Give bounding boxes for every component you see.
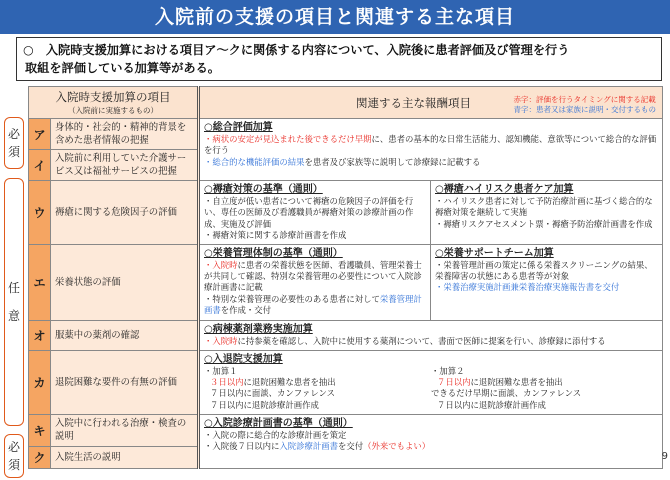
header-item bbox=[29, 87, 199, 119]
text: を患者及び家族等に説明して診療録に記載する bbox=[304, 156, 481, 167]
blue-text: 栄養管理計画書 bbox=[204, 293, 422, 316]
cell-text: ・入院の際に総合的な診療計画を策定 bbox=[204, 429, 347, 440]
row-letter: ア bbox=[29, 119, 51, 150]
page-number: 9 bbox=[661, 451, 668, 462]
text: に患者の栄養状態を医師、看護職員、管理栄養士が共同して確認、特別な栄養管理の必要性について入院診療計画書に記載 bbox=[204, 259, 422, 293]
cell-text: できるだけ早期に面談、カンファレンス bbox=[431, 388, 582, 399]
cell-ward-pharmacy bbox=[199, 320, 663, 350]
header-legend bbox=[514, 95, 657, 115]
red-text: ・入院時 bbox=[204, 259, 238, 270]
cell-text bbox=[204, 134, 658, 157]
red-text: ７日以内 bbox=[437, 377, 471, 388]
row-item: 入院前に利用していた介護サービス又は福祉サービスの把握 bbox=[51, 150, 199, 181]
side-char: 須 bbox=[7, 145, 20, 159]
intro-box bbox=[16, 37, 662, 81]
cell-text bbox=[431, 377, 654, 388]
cell-title: ○入院診療計画書の基準（通則） bbox=[204, 417, 353, 429]
cell-pressure-ulcer-standard bbox=[199, 181, 431, 245]
cell-title: ○総合評価加算 bbox=[204, 122, 273, 133]
cell-text: ・褥瘡対策に関する診療計画書を作成 bbox=[204, 230, 347, 241]
intro-line-1: ○ 入院時支援加算における項目ア～クに関係する内容について、入院後に患者評価及び管理を行う bbox=[23, 43, 570, 57]
cell-admission-plan bbox=[199, 414, 663, 468]
cell-discharge-support bbox=[199, 350, 663, 414]
row-item: 退院困難な要件の有無の評価 bbox=[51, 350, 199, 414]
cell-text: ・褥瘡リスクアセスメント票・褥瘡予防治療計画書を作成 bbox=[435, 218, 653, 229]
red-text: ・病状の安定が見込まれた後できるだけ早期 bbox=[204, 134, 372, 144]
header-item-subtitle: （入院前に実施するもの） bbox=[68, 106, 158, 115]
cell-nutrition-support-team bbox=[431, 244, 663, 320]
row-item: 身体的・社会的・精神的背景を含めた患者情報の把握 bbox=[51, 119, 199, 150]
row-item: 褥瘡に関する危険因子の評価 bbox=[51, 181, 199, 245]
text: を交付 bbox=[338, 441, 364, 452]
text: に退院困難な患者を抽出 bbox=[243, 377, 336, 388]
cell-text bbox=[204, 336, 658, 347]
cell-text bbox=[204, 377, 427, 388]
header-item-title: 入院時支援加算の項目 bbox=[55, 90, 171, 104]
side-char: 任 bbox=[7, 281, 20, 295]
cell-comprehensive-eval bbox=[199, 119, 663, 181]
discharge-addition-2 bbox=[431, 366, 658, 412]
blue-text: ・総合的な機能評価の結果 bbox=[204, 156, 305, 167]
side-label-required-bottom bbox=[4, 434, 24, 478]
side-char: 必 bbox=[7, 440, 20, 454]
cell-text bbox=[204, 157, 658, 168]
red-text: （外来でもよい） bbox=[363, 441, 431, 452]
blue-text: 入院診療計画書 bbox=[279, 441, 338, 452]
red-text: ・入院時 bbox=[204, 335, 238, 346]
bonus-table bbox=[28, 86, 663, 469]
legend-blue: 青字：患者又は家族に説明・交付するもの bbox=[513, 105, 656, 114]
intro-line-2: 取組を評価している加算等がある。 bbox=[25, 61, 220, 75]
header-related-title: 関連する主な報酬項目 bbox=[356, 95, 471, 110]
cell-text: ７日以内に退院診療計画作成 bbox=[437, 399, 546, 410]
cell-text: ・加算２ bbox=[431, 365, 465, 376]
cell-title: ○病棟薬剤業務実施加算 bbox=[204, 323, 313, 335]
red-text: ３日以内 bbox=[210, 377, 244, 388]
text: を作成・交付 bbox=[220, 305, 271, 316]
text: ・入院後７日以内に bbox=[204, 441, 280, 452]
cell-title: ○入退院支援加算 bbox=[204, 353, 283, 365]
cell-nutrition-standard bbox=[199, 244, 431, 320]
text: に退院困難な患者を抽出 bbox=[470, 377, 563, 388]
cell-text bbox=[204, 441, 658, 452]
text: ・特別な栄養管理の必要性のある患者に対して bbox=[204, 293, 380, 304]
header-related bbox=[199, 87, 663, 119]
row-letter: イ bbox=[29, 150, 51, 181]
row-letter: ク bbox=[29, 446, 51, 468]
cell-text: ７日以内に退院診療計画作成 bbox=[210, 399, 319, 410]
cell-text: ・自立度が低い患者について褥瘡の危険因子の評価を行い、専任の医師及び看護職員が褥瘡対策の診療計画の作成、実施及び評価 bbox=[204, 196, 414, 229]
cell-text bbox=[204, 260, 426, 294]
side-char: 必 bbox=[7, 127, 20, 141]
cell-text bbox=[204, 294, 426, 317]
blue-text: ・栄養治療実施計画兼栄養治療実施報告書を交付 bbox=[435, 282, 620, 293]
row-letter: オ bbox=[29, 320, 51, 350]
side-label-required-top bbox=[4, 117, 24, 169]
side-char: 意 bbox=[7, 309, 20, 323]
row-item: 入院生活の説明 bbox=[51, 446, 199, 468]
row-letter: キ bbox=[29, 414, 51, 446]
page-title: 入院前の支援の項目と関連する主な項目 bbox=[0, 0, 670, 34]
cell-text: ・栄養管理計画の策定に係る栄養スクリーニングの結果、栄養障害の状態にある患者等が対象 bbox=[435, 259, 653, 282]
cell-title: ○栄養管理体制の基準（通則） bbox=[204, 247, 343, 259]
cell-text: ７日以内に面談、カンファレンス bbox=[210, 388, 335, 399]
side-char: 須 bbox=[7, 458, 20, 472]
discharge-addition-1 bbox=[204, 366, 431, 412]
row-item: 入院中に行われる治療・検査の説明 bbox=[51, 414, 199, 446]
row-item: 服薬中の薬剤の確認 bbox=[51, 320, 199, 350]
cell-pressure-ulcer-highrisk bbox=[431, 181, 663, 245]
row-letter: ウ bbox=[29, 181, 51, 245]
cell-title: ○褥瘡対策の基準（通則） bbox=[204, 184, 323, 195]
row-letter: カ bbox=[29, 350, 51, 414]
text: に、患者の基本的な日常生活能力、認知機能、意欲等について総合的な評価を行う bbox=[204, 134, 657, 156]
cell-title: ○褥瘡ハイリスク患者ケア加算 bbox=[435, 184, 574, 195]
cell-text: ・加算１ bbox=[204, 365, 238, 376]
cell-text: ・ハイリスク患者に対して予防治療計画に基づく総合的な褥瘡対策を継続して実施 bbox=[435, 196, 653, 218]
text: に持参薬を確認し、入院中に使用する薬剤について、書面で医師に提案を行い、診療録に添付する bbox=[237, 335, 606, 346]
side-label-optional bbox=[4, 178, 24, 426]
row-letter: エ bbox=[29, 244, 51, 320]
row-item: 栄養状態の評価 bbox=[51, 244, 199, 320]
cell-title: ○栄養サポートチーム加算 bbox=[435, 247, 554, 259]
legend-red: 赤字：評価を行うタイミングに関する記載 bbox=[513, 95, 656, 104]
